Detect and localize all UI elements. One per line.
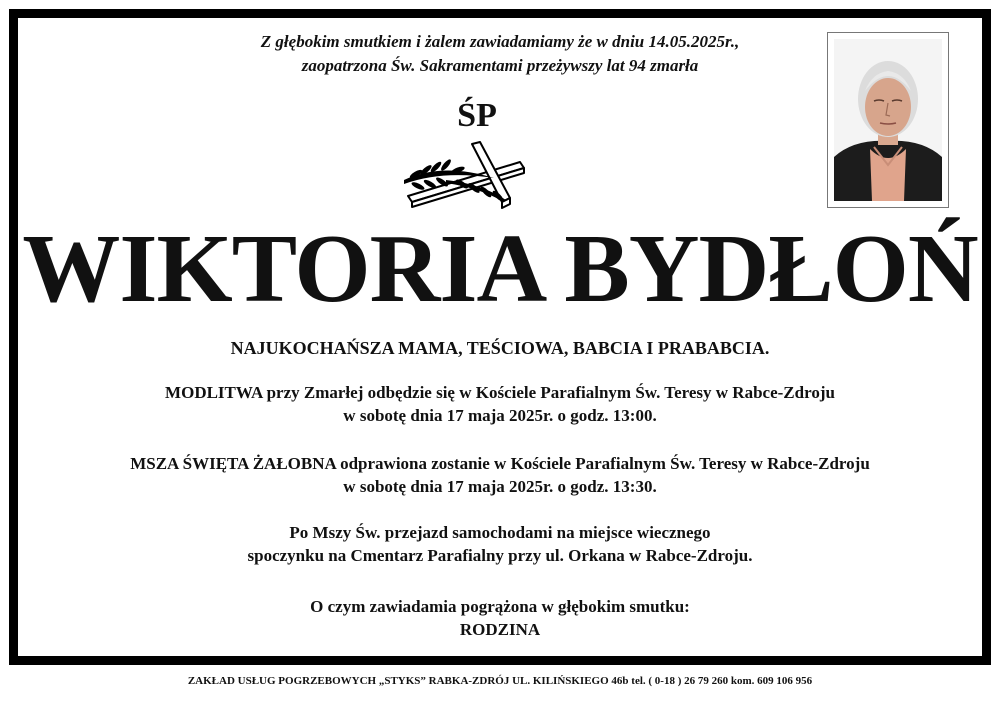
sp-prefix: ŚP [457,97,497,134]
mass-line-2: w sobotę dnia 17 maja 2025r. o godz. 13:30. [343,477,657,496]
procession-line-2: spoczynku na Cmentarz Parafialny przy ul. Orkana w Rabce-Zdroju. [247,546,753,565]
family-relations: NAJUKOCHAŃSZA MAMA, TEŚCIOWA, BABCIA I PRABABCIA. [230,338,770,358]
prayer-line-2: w sobotę dnia 17 maja 2025r. o godz. 13:00. [343,406,657,425]
mass-line-1: MSZA ŚWIĘTA ŻAŁOBNA odprawiona zostanie w Kościele Parafialnym Św. Teresy w Rabce-Zdroju [130,454,870,473]
funeral-home-footer: ZAKŁAD USŁUG POGRZEBOWYCH „STYKS” RABKA-ZDRÓJ UL. KILIŃSKIEGO 46b tel. ( 0-18 ) 26 79 260 kom. 609 106 956 [187,675,813,687]
cross-with-branch-icon [402,140,548,210]
prayer-line-1: MODLITWA przy Zmarłej odbędzie się w Kościele Parafialnym Św. Teresy w Rabce-Zdroju [165,383,835,402]
deceased-name: WIKTORIA BYDŁOŃ [22,215,978,323]
procession-line-1: Po Mszy Św. przejazd samochodami na miejsce wiecznego [289,523,711,542]
closing-signature: RODZINA [459,620,541,639]
portrait-image [834,39,942,201]
closing-line-1: O czym zawiadamia pogrążona w głębokim smutku: [310,597,690,616]
intro-line-1: Z głębokim smutkiem i żalem zawiadamiamy że w dniu 14.05.2025r., [260,32,740,51]
intro-line-2: zaopatrzona Św. Sakramentami przeżywszy lat 94 zmarła [301,56,699,75]
deceased-photo [827,32,949,208]
